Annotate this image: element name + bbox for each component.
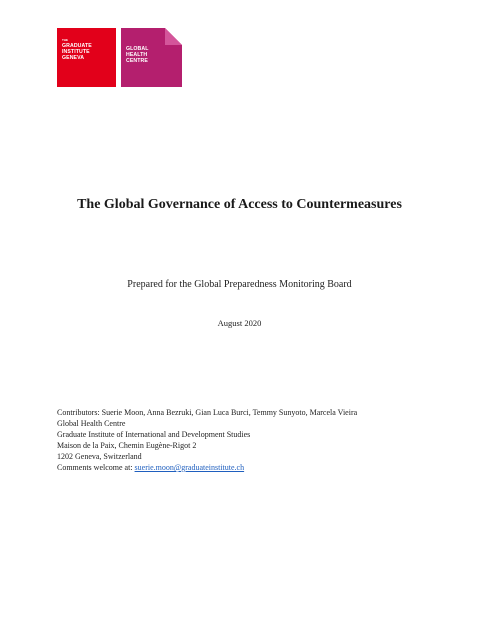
comments-label: Comments welcome at: bbox=[57, 463, 135, 472]
centre-line: Global Health Centre bbox=[57, 419, 126, 428]
global-health-centre-logo bbox=[121, 28, 182, 87]
comments-line bbox=[57, 462, 357, 473]
institute-line: Graduate Institute of International and Development Studies bbox=[57, 430, 251, 439]
graduate-institute-logo bbox=[57, 28, 116, 87]
document-subtitle: Prepared for the Global Preparedness Monitoring Board bbox=[127, 279, 352, 290]
document-date: August 2020 bbox=[217, 318, 262, 328]
logo-institute-name: GRADUATE INSTITUTE GENEVA bbox=[62, 43, 92, 61]
contributors-block bbox=[57, 407, 357, 473]
logo-prefix: THE bbox=[62, 38, 68, 42]
logo-centre-name: GLOBAL HEALTH CENTRE bbox=[126, 46, 149, 64]
address-line-1: Maison de la Paix, Chemin Eugène-Rigot 2 bbox=[57, 441, 197, 450]
contributors-line: Contributors: Suerie Moon, Anna Bezruki, Gian Luca Burci, Temmy Sunyoto, Marcela Vieira bbox=[57, 408, 358, 417]
email-link[interactable]: suerie.moon@graduateinstitute.ch bbox=[134, 463, 245, 472]
document-title: The Global Governance of Access to Countermeasures bbox=[77, 197, 402, 212]
address-line-2: 1202 Geneva, Switzerland bbox=[57, 452, 142, 461]
